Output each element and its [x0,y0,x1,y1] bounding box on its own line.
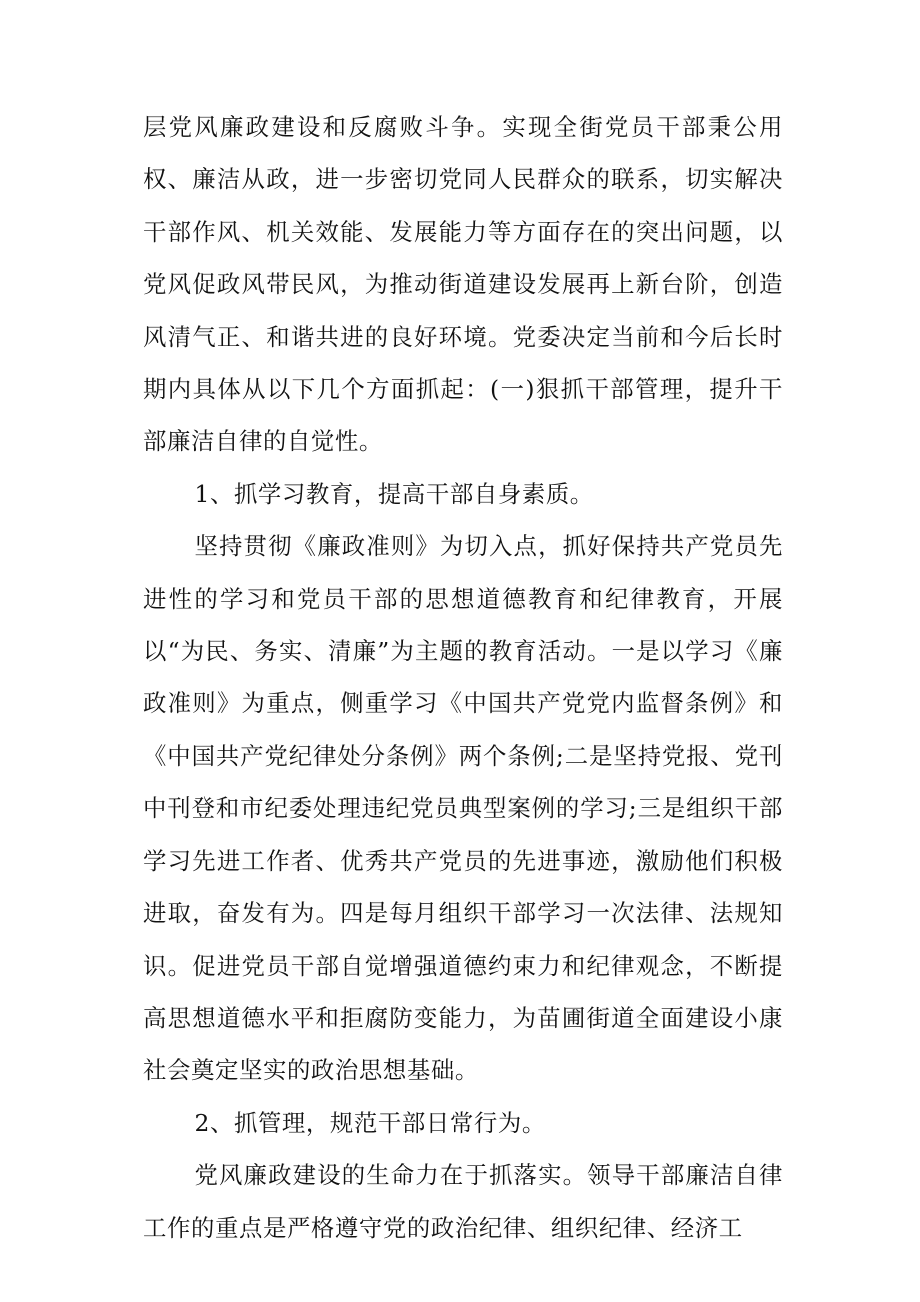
heading-item-1: 1、抓学习教育，提高干部自身素质。 [194,479,594,508]
document-body [143,101,783,1254]
paragraph-continuation: 层党风廉政建设和反腐败斗争。实现全街党员干部秉公用权、廉洁从政，进一步密切党同人民群众的联系，切实解决干部作风、机关效能、发展能力等方面存在的突出问题，以党风促政风带民风，为推动街道建设发展再上新台阶，创造风清气正、和谐共进的良好环境。党委决定当前和今后长时期内具体从以下几个方面抓起：(一)狠抓干部管理，提升干部廉洁自律的自觉性。 [143,113,783,456]
heading-item-2: 2、抓管理，规范干部日常行为。 [194,1108,546,1137]
paragraph-study-education: 坚持贯彻《廉政准则》为切入点，抓好保持共产党员先进性的学习和党员干部的思想道德教育和纪律教育，开展以“为民、务实、清廉”为主题的教育活动。一是以学习《廉政准则》为重点，侧重学习《中国共产党党内监督条例》和《中国共产党纪律处分条例》两个条例;二是坚持党报、党刊中刊登和市纪委处理违纪党员典型案例的学习;三是组织干部学习先进工作者、优秀共产党员的先进事迹，激励他们积极进取，奋发有为。四是每月组织干部学习一次法律、法规知识。促进党员干部自觉增强道德约束力和纪律观念，不断提高思想道德水平和拒腐防变能力，为苗圃街道全面建设小康社会奠定坚实的政治思想基础。 [143,532,783,1085]
paragraph-implementation: 党风廉政建设的生命力在于抓落实。领导干部廉洁自律工作的重点是严格遵守党的政治纪律、组织纪律、经济工 [143,1161,783,1242]
